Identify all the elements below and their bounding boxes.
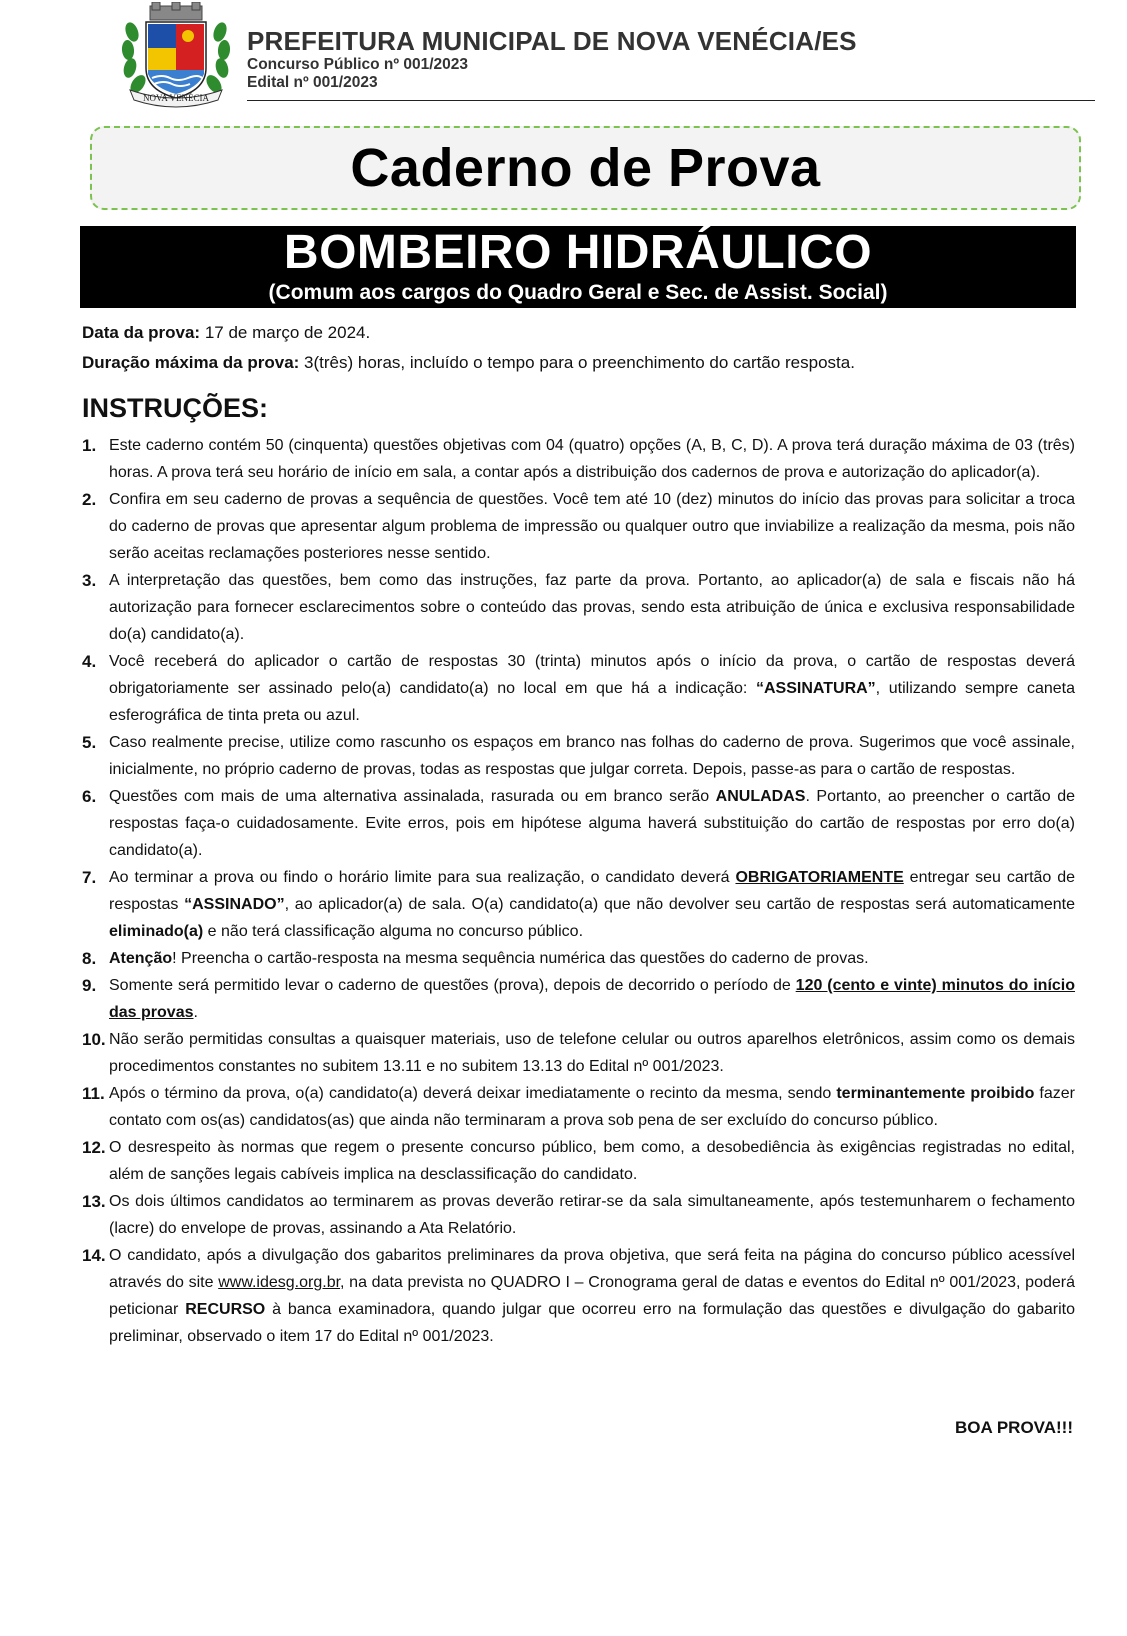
page-header xyxy=(110,0,1095,110)
exam-duration: Duração máxima da prova: 3(três) horas, incluído o tempo para o preenchimento do cartão resposta. xyxy=(82,353,855,372)
instructions-heading: INSTRUÇÕES: xyxy=(82,393,269,423)
caderno-title-box xyxy=(90,126,1081,210)
header-divider xyxy=(247,100,1095,101)
edital-label: Edital nº 001/2023 xyxy=(247,74,378,91)
idesg-site-link[interactable]: www.idesg.org.br xyxy=(218,1274,341,1291)
instruction-item: 14. O candidato, após a divulgação dos gabaritos preliminares da prova objetiva, que será feita na página do concurso público acessível através do site www.idesg.org.br, na data prevista no QUADRO I – Cronograma geral de datas e eventos do Edital nº 001/2023, poderá peticionar RECURSO à banca examinadora, quando julgar que ocorreu erro na formulação das questões e divulgação do gabarito preliminar, observado o item 17 do Edital nº 001/2023. xyxy=(82,1246,1075,1345)
instruction-item: 5. Caso realmente precise, utilize como rascunho os espaços em branco nas folhas do caderno de prova. Sugerimos que você assinale, inicialmente, no próprio caderno de provas, todas as respostas que julgar correta. Depois, passe-as para o cartão de respostas. xyxy=(82,733,1075,778)
instruction-item: 7. Ao terminar a prova ou findo o horário limite para sua realização, o candidato deverá OBRIGATORIAMENTE entregar seu cartão de respostas “ASSINADO”, ao aplicador(a) de sala. O(a) candidato(a) que não devolver seu cartão de respostas será automaticamente eliminado(a) e não terá classificação alguma no concurso público. xyxy=(82,868,1076,940)
cargo-title: BOMBEIRO HIDRÁULICO xyxy=(283,226,873,279)
instruction-item: 3. A interpretação das questões, bem como das instruções, faz parte da prova. Portanto, ao aplicador(a) de sala e fiscais não há autorização para fornecer esclarecimentos sobre o conteúdo das provas, sendo esta atribuição de única e exclusiva responsabilidade do(a) candidato(a). xyxy=(82,571,1075,643)
exam-meta xyxy=(82,318,1077,378)
instruction-item: 13. Os dois últimos candidatos ao terminarem as provas deverão retirar-se da sala simultaneamente, após testemunharem o fechamento (lacre) do envelope de provas, assinando a Ata Relatório. xyxy=(82,1192,1075,1237)
instruction-item: 6. Questões com mais de uma alternativa assinalada, rasurada ou em branco serão ANULADAS. Portanto, ao preencher o cartão de respostas faça-o cuidadosamente. Evite erros, pois em hipótese alguma haverá substituição do cartão de respostas por erro do(a) candidato(a). xyxy=(82,787,1075,859)
municipal-crest-icon xyxy=(118,2,234,108)
instructions-list xyxy=(82,432,1075,1350)
concurso-label: Concurso Público nº 001/2023 xyxy=(247,56,469,73)
instruction-item: 9. Somente será permitido levar o caderno de questões (prova), depois de decorrido o período de 120 (cento e vinte) minutos do início das provas. xyxy=(82,976,1076,1021)
cargo-banner xyxy=(80,226,1076,308)
instruction-item: 1. Este caderno contém 50 (cinquenta) questões objetivas com 04 (quatro) opções (A, B, C, D). A prova terá duração máxima de 03 (três) horas. A prova terá seu horário de início em sala, a contar após a distribuição dos cadernos de prova e autorização do aplicador(a). xyxy=(82,436,1075,481)
instruction-item: 2. Confira em seu caderno de provas a sequência de questões. Você tem até 10 (dez) minutos do início das provas para solicitar a troca do caderno de provas que apresentar algum problema de impressão ou qualquer outro que inviabilize a realização da mesma, pois não serão aceitas reclamações posteriores nesse sentido. xyxy=(82,490,1075,562)
svg-text:NOVA VENÉCIA: NOVA VENÉCIA xyxy=(143,93,209,103)
instruction-item: 8. Atenção! Preencha o cartão-resposta na mesma sequência numérica das questões do caderno de provas. xyxy=(82,949,869,968)
prefeitura-title: PREFEITURA MUNICIPAL DE NOVA VENÉCIA/ES xyxy=(247,26,857,56)
cargo-subtitle: (Comum aos cargos do Quadro Geral e Sec. de Assist. Social) xyxy=(268,281,888,304)
exam-date: Data da prova: 17 de março de 2024. xyxy=(82,323,371,342)
instruction-item: 4. Você receberá do aplicador o cartão de respostas 30 (trinta) minutos após o início da prova, o cartão de respostas deverá obrigatoriamente ser assinado pelo(a) candidato(a) no local em que há a indicação: “ASSINATURA”, utilizando sempre caneta esferográfica de tinta preta ou azul. xyxy=(82,652,1075,724)
boa-prova: BOA PROVA!!! xyxy=(954,1418,1073,1437)
instruction-item: 10. Não serão permitidas consultas a quaisquer materiais, uso de telefone celular ou outros aparelhos eletrônicos, assim como os demais procedimentos constantes no subitem 13.11 e no subitem 13.13 do Edital nº 001/2023. xyxy=(82,1030,1075,1075)
instruction-item: 12. O desrespeito às normas que regem o presente concurso público, bem como, a desobediência às exigências registradas no edital, além de sanções legais cabíveis implica na desclassificação do candidato. xyxy=(82,1138,1075,1183)
caderno-title: Caderno de Prova xyxy=(350,138,821,198)
instruction-item: 11. Após o término da prova, o(a) candidato(a) deverá deixar imediatamente o recinto da mesma, sendo terminantemente proibido fazer contato com os(as) candidatos(as) que ainda não terminaram a prova sob pena de ser excluído do concurso público. xyxy=(82,1084,1076,1129)
